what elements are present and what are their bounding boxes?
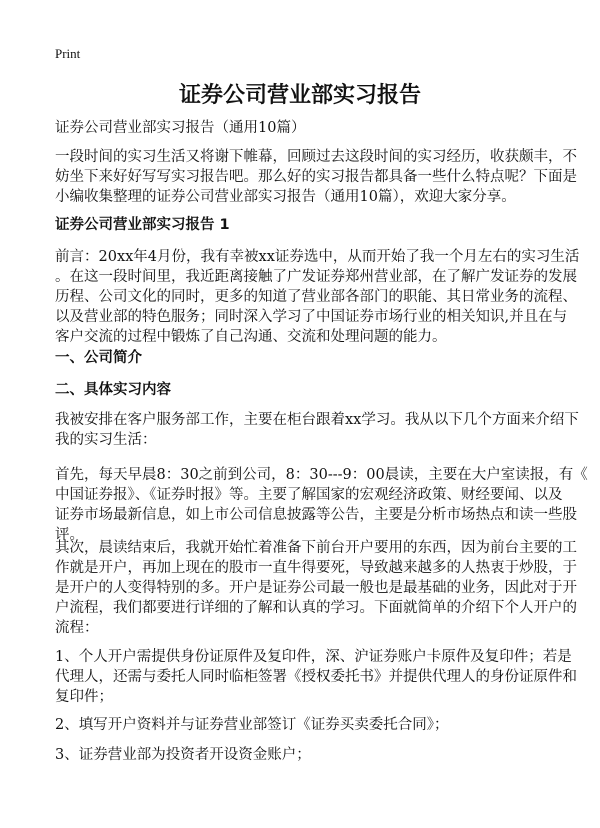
text-line: 我的实习生活： [55,432,157,448]
heading-company-intro: 一、公司简介 [55,350,142,366]
text-line: 代理人，还需与委托人同时临柜签署《授权委托书》并提供代理人的身份证原件和 [55,669,577,685]
text-line: 其次，晨读结束后，我就开始忙着准备下前台开户要用的东西，因为前台主要的工 [55,540,577,556]
text-line: 1、个人开户需提供身份证原件及复印件，深、沪证券账户卡原件及复印件；若是 [55,649,572,665]
print-link[interactable]: Print [55,46,81,61]
step-1 [55,647,577,707]
text-line: 户流程，我们都要进行详细的了解和认真的学习。下面就简单的介绍下个人开户的 [55,600,577,616]
section-heading: 证券公司营业部实习报告 1 [55,217,230,233]
text-line: 以及营业部的特色服务；同时深入学习了中国证券市场行业的相关知识,并且在与 [55,309,568,325]
text-line: 3、证券营业部为投资者开设资金账户； [55,747,311,763]
text-line: 小编收集整理的证券公司营业部实习报告（通用10篇），欢迎大家分享。 [55,189,516,205]
text-line: 。在这一段时间里，我近距离接触了广发证券郑州营业部，在了解广发证券的发展 [55,269,577,285]
text-line: 证券市场最新信息，如上市公司信息披露等公告，主要是分析市场热点和读一些股 [55,507,577,523]
text-line: 评。 [55,527,84,543]
text-line: 中国证券报》、《证券时报》等。主要了解国家的宏观经济政策、财经要闻、以及 [55,487,563,503]
text-line: 流程： [55,620,99,636]
text-line: 复印件； [55,689,113,705]
text-line: 首先，每天早晨8：30之前到公司，8：30---9：00晨读，主要在大户室读报，有《 [55,467,588,483]
text-line: 是开户的人变得特别的多。开户是证券公司最一般也是最基础的业务，因此对于开 [55,580,577,596]
step-2 [55,715,555,735]
text-line: 前言：20xx年4月份，我有幸被xx证券选中，从而开始了我一个月左右的实习生活 [55,249,580,265]
text-line: 妨坐下来好好写写实习报告吧。那么好的实习报告都具备一些什么特点呢？下面是 [55,169,577,185]
first-paragraph [55,465,588,545]
second-paragraph [55,538,577,638]
heading-internship-content: 二、具体实习内容 [55,382,171,398]
text-line: 作就是开户，再加上现在的股市一直牛得要死，导致越来越多的人热衷于炒股，于 [55,560,577,576]
intro-paragraph [55,147,577,207]
step-3 [55,745,555,765]
text-line: 一段时间的实习生活又将谢下帷幕，回顾过去这段时间的实习经历，收获颇丰，不 [55,149,577,165]
text-line: 2、填写开户资料并与证券营业部签订《证券买卖委托合同》； [55,717,449,733]
assignment-paragraph [55,410,579,450]
text-line: 我被安排在客户服务部工作，主要在柜台跟着xx学习。我从以下几个方面来介绍下 [55,412,579,428]
subtitle: 证券公司营业部实习报告（通用10篇） [55,120,306,136]
page-title: 证券公司营业部实习报告 [178,83,421,108]
text-line: 客户交流的过程中锻炼了自己沟通、交流和处理问题的能力。 [55,329,447,345]
preface-paragraph [55,247,580,347]
text-line: 历程、公司文化的同时，更多的知道了营业部各部门的职能、其日常业务的流程、 [55,289,577,305]
